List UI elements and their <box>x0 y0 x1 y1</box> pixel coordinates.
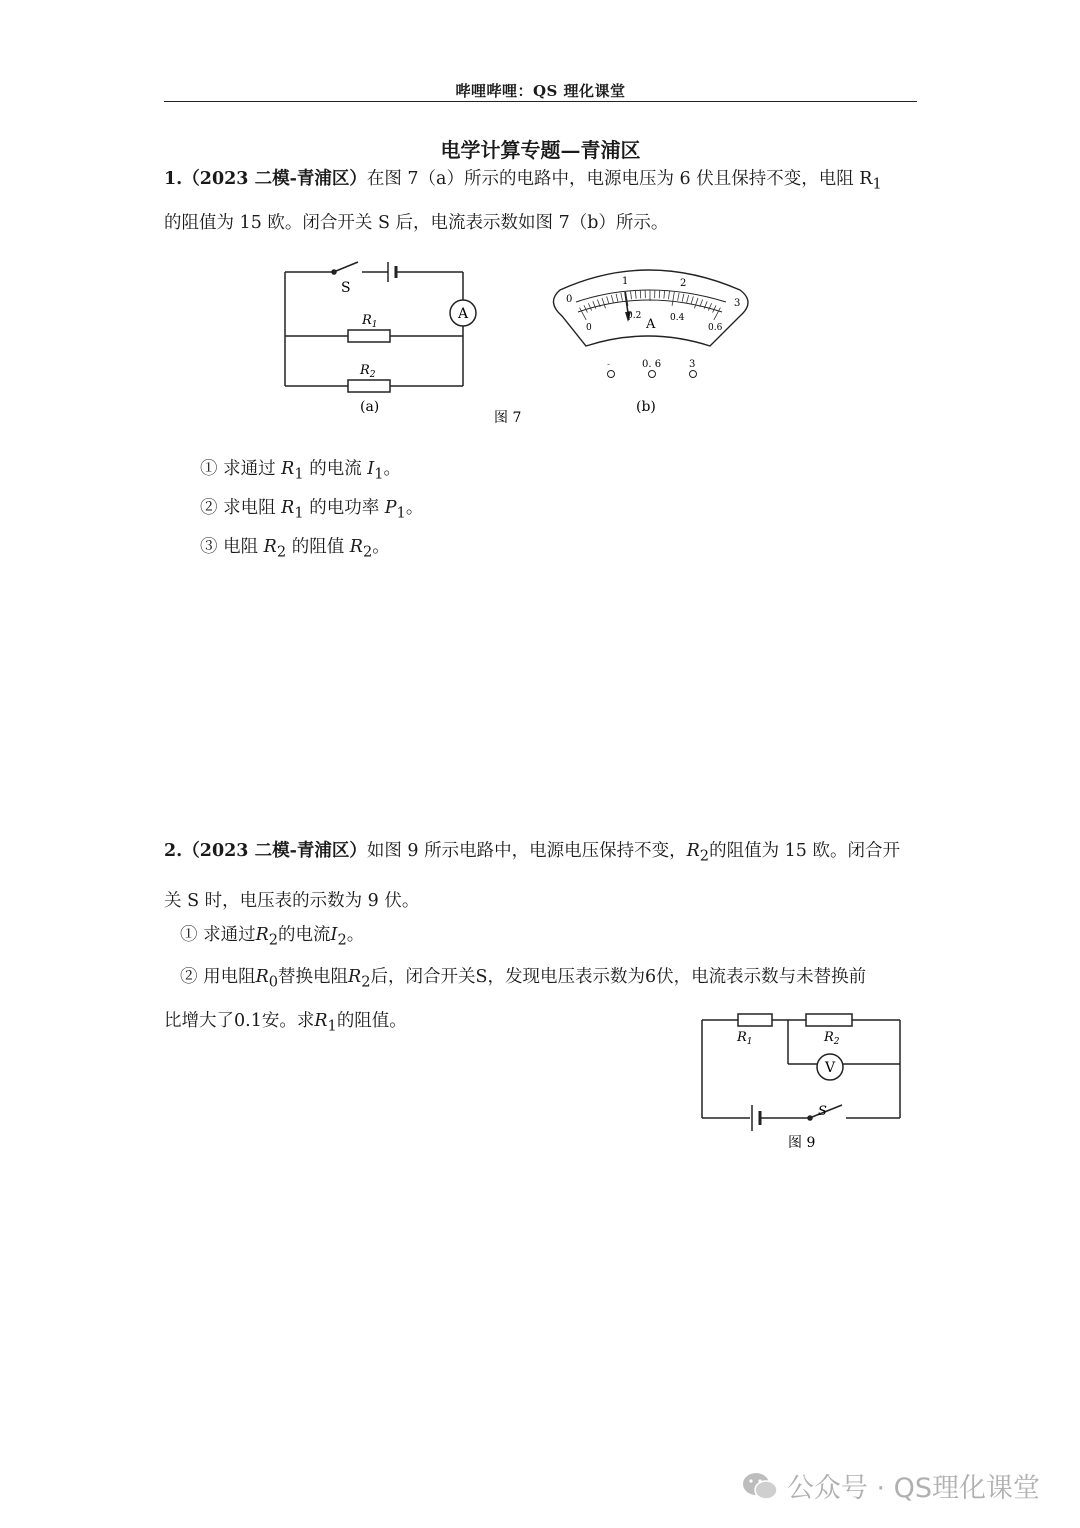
q1-subquestion-3: ③ 电阻 $R_2$ 的阻值 $R_2$。 <box>200 537 390 561</box>
dial-tick <box>659 290 660 298</box>
terminal-minus-label: - <box>607 360 611 370</box>
top-scale-1: 1 <box>622 276 629 287</box>
wechat-icon <box>741 1470 779 1502</box>
dial-tick <box>678 293 680 301</box>
dial-tick <box>694 298 698 308</box>
dial-tick <box>621 293 623 301</box>
q2-subquestion-2-cont: 比增大了0.1安。求$R_1$的阻值。 <box>164 1011 407 1035</box>
question-2-text: 2.（2023 二模-青浦区）如图 9 所示电路中，电源电压保持不变，$R_2$的阻值为 15 欧。闭合开 关 S 时，电压表的示数为 9 伏。 <box>164 841 900 911</box>
dial-tick <box>691 296 693 304</box>
dial-tick <box>664 291 665 299</box>
q1-number: 1. <box>164 169 183 189</box>
watermark-text: 公众号 · QS理化课堂 <box>786 1473 1040 1504</box>
dial-tick <box>682 294 684 302</box>
fig9-switch-label: S <box>818 1104 827 1119</box>
q1-source: （2023 二模-青浦区） <box>182 169 367 189</box>
q2-subquestion-2: ② 用电阻$R_0$替换电阻$R_2$后，闭合开关S，发现电压表示数为6伏，电流表示数与未替换前 <box>180 967 867 991</box>
fig7a-label: (a) <box>360 399 380 415</box>
r1-label: $R_1$ <box>362 313 378 330</box>
r2-label: $R_2$ <box>360 363 376 380</box>
fig7-caption: 图 7 <box>494 410 522 426</box>
dial-tick <box>635 291 636 299</box>
fig9-r1-label: $R_1$ <box>737 1030 753 1047</box>
dial-tick <box>602 298 606 308</box>
ammeter-label: A <box>458 306 469 322</box>
dial-tick <box>607 296 609 304</box>
q1-subquestion-2: ② 求电阻 $R_1$ 的电功率 $P_1$。 <box>200 498 424 522</box>
q1-line2: 的阻值为 15 欧。闭合开关 S 后，电流表示数如图 7（b）所示。 <box>164 212 669 233</box>
fig9-r2-label: $R_2$ <box>824 1030 840 1047</box>
switch-blade <box>336 262 358 271</box>
resistor-r1 <box>738 1014 772 1026</box>
terminal-minus <box>608 371 615 378</box>
q1-line1-sub: 1 <box>872 175 882 193</box>
dial-tick <box>631 291 632 299</box>
circuit-a <box>285 262 476 392</box>
dial-ticks <box>580 290 721 320</box>
dial-tick <box>708 303 711 310</box>
dial-tick <box>687 295 689 303</box>
page-header: 哔哩哔哩：QS 理化课堂 <box>455 82 626 100</box>
figure-9 <box>690 1005 920 1155</box>
meter-unit: A <box>646 317 656 332</box>
resistor-r2 <box>348 380 390 392</box>
page-title: 电学计算专题—青浦区 <box>440 138 641 162</box>
fig9-caption: 图 9 <box>788 1135 816 1151</box>
q2-subquestion-1: ① 求通过$R_2$的电流$I_2$。 <box>180 925 365 949</box>
q1-subquestion-1: ① 求通过 $R_1$ 的电流 $I_1$。 <box>200 459 401 483</box>
ammeter-dial <box>553 270 748 346</box>
terminal-06 <box>649 371 656 378</box>
switch-blade <box>812 1105 842 1117</box>
bottom-scale-02: 0.2 <box>627 311 642 321</box>
top-scale-3: 3 <box>734 298 741 309</box>
bottom-scale-06: 0.6 <box>708 323 723 333</box>
dial-tick <box>668 291 669 299</box>
terminal-3 <box>690 371 697 378</box>
fig7b-label: (b) <box>636 399 656 415</box>
watermark <box>741 1466 1040 1505</box>
dial-tick <box>588 303 591 310</box>
top-scale-2: 2 <box>680 278 687 289</box>
dial-tick <box>672 292 674 306</box>
terminal-06-label: 0. 6 <box>642 359 662 370</box>
question-1-text <box>164 160 924 242</box>
bottom-scale-04: 0.4 <box>670 313 685 323</box>
q1-line1: 在图 7（a）所示的电路中，电源电压为 6 伏且保持不变，电阻 R <box>366 169 873 189</box>
dial-tick <box>611 295 613 303</box>
terminal-3-label: 3 <box>689 359 696 370</box>
header-rule <box>164 101 917 102</box>
resistor-r1 <box>348 330 390 342</box>
top-scale-0: 0 <box>566 294 573 305</box>
figure-7 <box>270 250 770 440</box>
switch-label: S <box>341 280 351 296</box>
voltmeter-label: V <box>825 1060 836 1076</box>
bottom-scale-0: 0 <box>586 323 592 333</box>
dial-tick <box>640 290 641 298</box>
resistor-r2 <box>806 1014 852 1026</box>
dial-tick <box>616 294 618 302</box>
